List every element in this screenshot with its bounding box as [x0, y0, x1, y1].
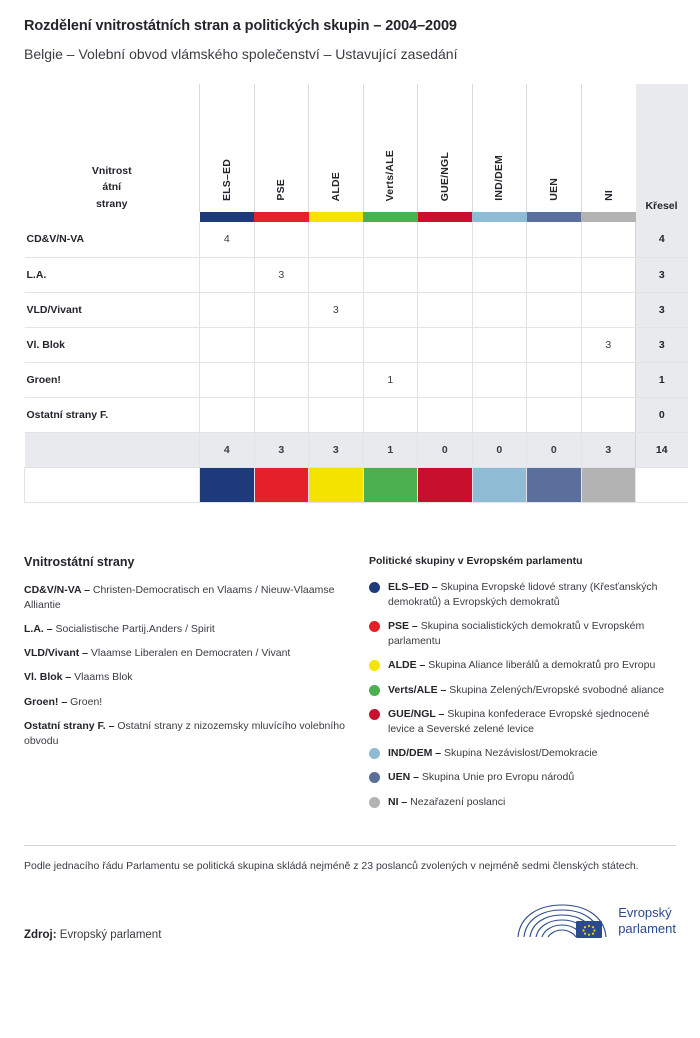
column-label: PSE: [275, 179, 288, 201]
legend-item: [369, 658, 676, 673]
column-label: ALDE: [329, 171, 342, 201]
cell: [200, 362, 255, 397]
sum-cell: 3: [581, 432, 636, 467]
strip-total-spacer: [636, 467, 688, 502]
legend-text-wrap: [388, 770, 574, 785]
cell: 3: [581, 327, 636, 362]
footnote-text: Podle jednacího řádu Parlamentu se politická skupina skládá nejméně z 23 poslanců zvolených v nejméně sedmi členských státech.: [24, 859, 639, 872]
legend-item: [24, 670, 351, 685]
legend-abbr: NI –: [388, 795, 408, 808]
legend-text: Nezařazení poslanci: [407, 795, 506, 808]
strip-alde: [309, 212, 364, 222]
cell: [254, 222, 309, 257]
cell: [309, 397, 364, 432]
legend-national-title: Vnitrostátní strany: [24, 554, 135, 569]
cell: [581, 397, 636, 432]
column-label: NI: [602, 190, 615, 201]
column-header-uen: [527, 84, 582, 212]
legend-text-wrap: [388, 580, 676, 610]
legend-item: [24, 622, 351, 637]
cell: [527, 397, 582, 432]
strip-els-ed: [200, 212, 255, 222]
table-header-row: [25, 84, 688, 212]
cell: [527, 257, 582, 292]
legend-abbr: VLD/Vivant –: [24, 647, 88, 660]
cell: [309, 327, 364, 362]
legend-item: [369, 683, 676, 698]
seat-distribution-table: [24, 84, 688, 503]
cell: [472, 292, 527, 327]
group-color-dot-ind-dem: [369, 748, 380, 759]
cell: [418, 292, 473, 327]
column-header-ind-dem: [472, 84, 527, 212]
strip-pse: [254, 467, 309, 502]
column-header-alde: [309, 84, 364, 212]
cell: [581, 292, 636, 327]
legend-text: Skupina Nezávislost/Demokracie: [441, 747, 598, 760]
table-row: [25, 257, 688, 292]
row-total: 3: [636, 257, 688, 292]
legend-text: Socialistische Partij.Anders / Spirit: [52, 622, 215, 635]
column-header-verts-ale: [363, 84, 418, 212]
legend-abbr: L.A. –: [24, 622, 53, 635]
legend-item: [369, 580, 676, 610]
row-total: 4: [636, 222, 688, 257]
legend-item: [24, 695, 351, 710]
page-title: Rozdělení vnitrostátních stran a politických skupin – 2004–2009: [24, 18, 457, 34]
legend-item: [369, 746, 676, 761]
row-total: 1: [636, 362, 688, 397]
row-label: L.A.: [25, 257, 200, 292]
column-label: GUE/NGL: [438, 151, 451, 201]
strip-verts-ale: [363, 467, 418, 502]
cell: [309, 257, 364, 292]
row-label: CD&V/N-VA: [25, 222, 200, 257]
legend-abbr: IND/DEM –: [388, 747, 442, 760]
strip-verts-ale: [363, 212, 418, 222]
cell: [254, 397, 309, 432]
cell: 3: [309, 292, 364, 327]
cell: 4: [200, 222, 255, 257]
row-total: 3: [636, 327, 688, 362]
cell: 3: [254, 257, 309, 292]
legend-text: Christen-Democratisch en Vlaams / Nieuw-Vlaamse Alliantie: [24, 583, 335, 611]
group-color-dot-pse: [369, 621, 380, 632]
table-row: [25, 292, 688, 327]
cell: [363, 257, 418, 292]
legend-abbr: UEN –: [388, 771, 419, 784]
row-total: 3: [636, 292, 688, 327]
legend-text-wrap: [388, 619, 676, 649]
group-color-dot-alde: [369, 660, 380, 671]
legend-abbr: CD&V/N-VA –: [24, 583, 90, 596]
legends-area: [24, 555, 676, 819]
strip-alde: [309, 467, 364, 502]
group-color-dot-gue-ngl: [369, 709, 380, 720]
legend-item: [24, 719, 351, 749]
cell: [254, 327, 309, 362]
group-color-dot-verts-ale: [369, 685, 380, 696]
legend-abbr: Verts/ALE –: [388, 683, 447, 696]
cell: [418, 362, 473, 397]
column-header-pse: [254, 84, 309, 212]
corner-line-3: strany: [95, 197, 128, 210]
table-sum-row: [25, 432, 688, 467]
cell: [309, 222, 364, 257]
sum-row-label: [25, 432, 200, 467]
sum-cell: 0: [472, 432, 527, 467]
table-row: [25, 362, 688, 397]
legend-national-parties: [24, 555, 369, 819]
ep-logo-text: [618, 905, 676, 936]
table-row: [25, 222, 688, 257]
corner-line-2: átní: [102, 181, 122, 194]
cell: [363, 292, 418, 327]
legend-text: Vlaamse Liberalen en Democraten / Vivant: [88, 647, 291, 660]
cell: [581, 222, 636, 257]
legend-text: Ostatní strany z nizozemsky mluvícího volebního obvodu: [24, 719, 345, 748]
strip-gue-ngl: [418, 212, 473, 222]
column-label: UEN: [547, 178, 560, 201]
page-subtitle: Belgie – Volební obvod vlámského společenství – Ustavující zasedání: [24, 46, 458, 62]
legend-text: Skupina konfederace Evropské sjednocené levice a Severské zelené levice: [388, 707, 650, 736]
grand-total: 14: [636, 432, 688, 467]
ep-hemicycle-icon: [514, 901, 610, 941]
row-total: 0: [636, 397, 688, 432]
legend-item: [369, 619, 676, 649]
cell: [200, 327, 255, 362]
cell: [418, 397, 473, 432]
cell: [527, 362, 582, 397]
strip-ni: [581, 212, 636, 222]
cell: 1: [363, 362, 418, 397]
legend-abbr: Groen! –: [24, 695, 68, 708]
column-header-els-ed: [200, 84, 255, 212]
legend-text-wrap: [388, 683, 664, 698]
legend-text: Skupina socialistických demokratů v Evropském parlamentu: [388, 619, 645, 648]
cell: [418, 222, 473, 257]
cell: [472, 222, 527, 257]
legend-abbr: ELS–ED –: [388, 580, 438, 593]
legend-text: Groen!: [67, 695, 103, 708]
legend-text-wrap: [388, 707, 676, 737]
legend-item: [369, 770, 676, 785]
group-color-dot-ni: [369, 797, 380, 808]
column-header-total: Křesel: [636, 84, 688, 212]
legend-text-wrap: [388, 746, 598, 761]
legend-political-groups: [369, 555, 676, 819]
sum-cell: 3: [309, 432, 364, 467]
cell: [581, 257, 636, 292]
cell: [527, 222, 582, 257]
table-corner-label: [25, 84, 200, 212]
legend-abbr: GUE/NGL –: [388, 707, 445, 720]
cell: [472, 397, 527, 432]
group-color-dot-uen: [369, 772, 380, 783]
row-label: Groen!: [25, 362, 200, 397]
cell: [527, 292, 582, 327]
cell: [200, 292, 255, 327]
cell: [363, 222, 418, 257]
ep-logo: [514, 901, 676, 941]
legend-abbr: Vl. Blok –: [24, 671, 72, 684]
legend-item: [24, 646, 351, 661]
cell: [254, 292, 309, 327]
legend-abbr: ALDE –: [388, 659, 426, 672]
column-header-ni: [581, 84, 636, 212]
legend-text: Skupina Unie pro Evropu národů: [418, 771, 575, 784]
sum-cell: 4: [200, 432, 255, 467]
strip-ni: [581, 467, 636, 502]
strip-ind-dem: [472, 212, 527, 222]
ep-logo-line2: parlament: [618, 920, 676, 936]
row-label: Vl. Blok: [25, 327, 200, 362]
cell: [363, 397, 418, 432]
cell: [309, 362, 364, 397]
legend-text-wrap: [388, 658, 655, 673]
cell: [200, 257, 255, 292]
cell: [418, 327, 473, 362]
legend-abbr: PSE –: [388, 619, 418, 632]
legend-groups-title: Politické skupiny v Evropském parlamentu: [369, 554, 583, 567]
row-label: Ostatní strany F.: [25, 397, 200, 432]
table-row: [25, 397, 688, 432]
strip-ind-dem: [472, 467, 527, 502]
cell: [472, 327, 527, 362]
sum-cell: 0: [418, 432, 473, 467]
legend-item: [369, 707, 676, 737]
strip-spacer: [25, 212, 200, 222]
corner-line-1: Vnitrost: [91, 165, 132, 178]
column-label: ELS–ED: [220, 158, 233, 201]
footer-row: [24, 901, 676, 941]
group-color-strip-top: [25, 212, 688, 222]
cell: [418, 257, 473, 292]
strip-pse: [254, 212, 309, 222]
cell: [472, 362, 527, 397]
cell: [472, 257, 527, 292]
legend-text-wrap: [388, 795, 505, 810]
strip-total-spacer: [636, 212, 688, 222]
strip-gue-ngl: [418, 467, 473, 502]
column-header-gue-ngl: [418, 84, 473, 212]
source-line: [24, 929, 161, 941]
cell: [527, 327, 582, 362]
legend-item: [369, 795, 676, 810]
sum-cell: 0: [527, 432, 582, 467]
sum-cell: 3: [254, 432, 309, 467]
source-value: Evropský parlament: [56, 928, 162, 941]
group-color-strip-bottom: [25, 467, 688, 502]
cell: [200, 397, 255, 432]
strip-uen: [527, 467, 582, 502]
column-label: Verts/ALE: [384, 149, 397, 201]
sum-cell: 1: [363, 432, 418, 467]
legend-text: Vlaams Blok: [71, 671, 133, 684]
strip-uen: [527, 212, 582, 222]
ep-logo-line1: Evropský: [618, 905, 672, 921]
table-row: [25, 327, 688, 362]
column-label: IND/DEM: [493, 155, 506, 201]
cell: [363, 327, 418, 362]
cell: [581, 362, 636, 397]
group-color-dot-els-ed: [369, 582, 380, 593]
source-label: Zdroj:: [24, 928, 57, 941]
strip-spacer: [25, 467, 200, 502]
cell: [254, 362, 309, 397]
legend-item: [24, 583, 351, 613]
legend-text: Skupina Evropské lidové strany (Křesťanských demokratů) a Evropských demokratů: [388, 580, 658, 608]
legend-text: Skupina Zelených/Evropské svobodné aliance: [446, 683, 665, 696]
row-label: VLD/Vivant: [25, 292, 200, 327]
strip-els-ed: [200, 467, 255, 502]
legend-abbr: Ostatní strany F. –: [24, 719, 115, 732]
legend-text: Skupina Aliance liberálů a demokratů pro Evropu: [425, 659, 656, 672]
